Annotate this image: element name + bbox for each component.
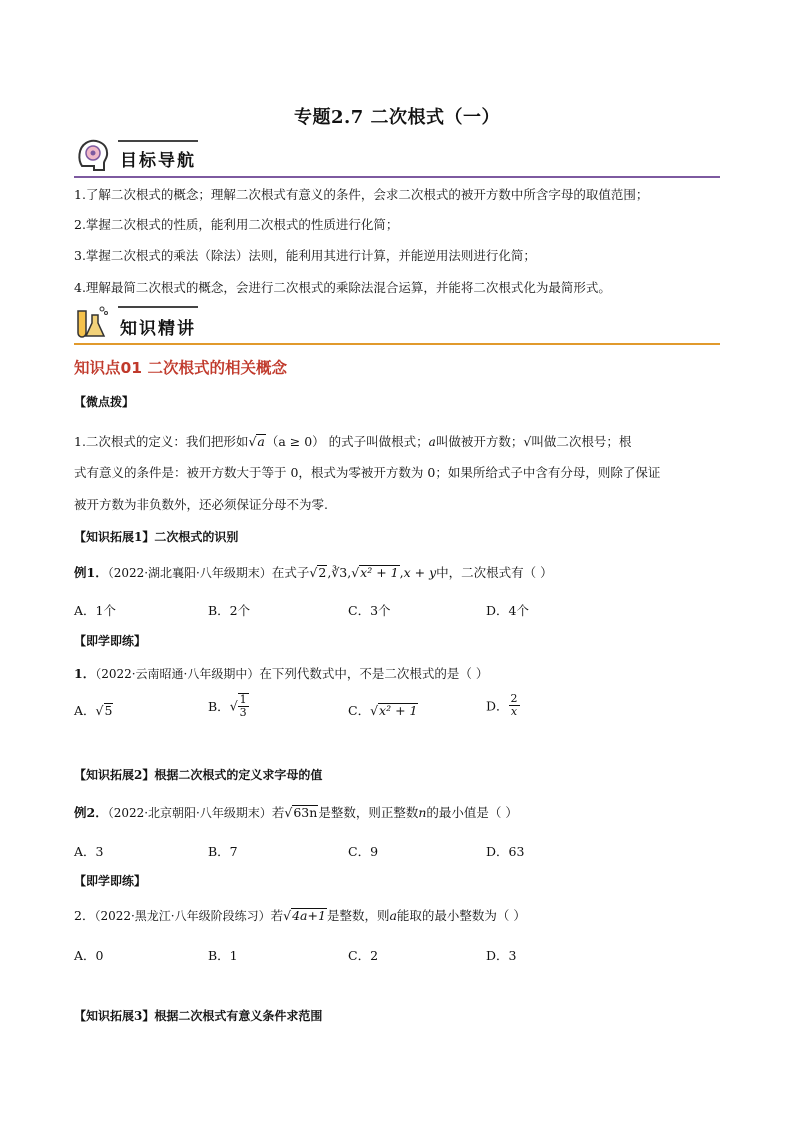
practice-label: 【即学即练】	[74, 874, 147, 888]
definition-line-3: 被开方数为非负数外，还必须保证分母不为零.	[74, 497, 328, 512]
section-accent-bar	[118, 140, 198, 142]
answer-option: A．1个	[74, 603, 116, 618]
definition-line-1: 1.二次根式的定义：我们把形如√a（a ≥ 0） 的式子叫做根式；a叫做被开方数；√叫做二次根号；根	[74, 434, 632, 449]
practice-question: 1．（2022·云南昭通·八年级期中）在下列代数式中，不是二次根式的是（ ）	[74, 666, 489, 681]
extension-label: 【知识拓展2】根据二次根式的定义求字母的值	[74, 768, 323, 782]
answer-option: C．√x² + 1	[348, 703, 418, 718]
goal-item: 3.掌握二次根式的乘法（除法）法则，能利用其进行计算，并能逆用法则进行化简；	[74, 248, 536, 263]
section-divider	[74, 343, 720, 345]
answer-option: B．2个	[208, 603, 251, 618]
answer-option: D．3	[486, 948, 517, 963]
section-title-goals: 目标导航	[120, 151, 196, 171]
radical-sign-icon: √	[523, 434, 532, 449]
section-divider	[74, 176, 720, 178]
example-question: 例2．（2022·北京朝阳·八年级期末）若√63n是整数，则正整数n的最小值是（ ）	[74, 805, 518, 820]
answer-option: B．1	[208, 948, 238, 963]
brain-head-icon	[74, 136, 112, 174]
goal-item: 1.了解二次根式的概念；理解二次根式有意义的条件，会求二次根式的被开方数中所含字母的取值范围；	[74, 187, 649, 202]
answer-option: B．√ $\frac{1}{3}$	[208, 693, 247, 719]
section-accent-bar	[118, 306, 198, 308]
answer-option: C．9	[348, 844, 379, 859]
practice-label: 【即学即练】	[74, 634, 147, 648]
tip-label: 【微点拨】	[74, 395, 135, 409]
definition-line-2: 式有意义的条件是：被开方数大于等于 0，根式为零被开方数为 0；如果所给式子中含有分母，则除了保证	[74, 465, 661, 480]
answer-option: D．4个	[486, 603, 529, 618]
answer-option: D．63	[486, 844, 525, 859]
answer-option: B．7	[208, 844, 238, 859]
flask-icon	[72, 303, 110, 341]
answer-option: D． $\frac{2}{x}$	[486, 692, 518, 718]
answer-option: A．3	[74, 844, 104, 859]
extension-label: 【知识拓展1】二次根式的识别	[74, 530, 239, 544]
answer-option: C．2	[348, 948, 379, 963]
goal-item: 2.掌握二次根式的性质，能利用二次根式的性质进行化简；	[74, 217, 399, 232]
extension-label: 【知识拓展3】根据二次根式有意义条件求范围	[74, 1009, 323, 1023]
answer-option: A．√5	[74, 703, 113, 718]
knowledge-point-heading: 知识点01 二次根式的相关概念	[74, 359, 287, 377]
section-title-knowledge: 知识精讲	[120, 319, 196, 339]
answer-option: A．0	[74, 948, 104, 963]
practice-question: 2．（2022·黑龙江·八年级阶段练习）若√4a+1是整数，则a能取的最小整数为（ ）	[74, 908, 526, 923]
goal-item: 4.理解最简二次根式的概念，会进行二次根式的乘除法混合运算，并能将二次根式化为最简形式。	[74, 280, 611, 295]
radical-expression: a	[257, 434, 265, 449]
answer-option: C．3个	[348, 603, 391, 618]
example-question: 例1．（2022·湖北襄阳·八年级期末）在式子√2,∛3,√x² + 1,x + y中，二次根式有（ ）	[74, 565, 553, 580]
page-title: 专题2.7 二次根式（一）	[293, 107, 501, 128]
